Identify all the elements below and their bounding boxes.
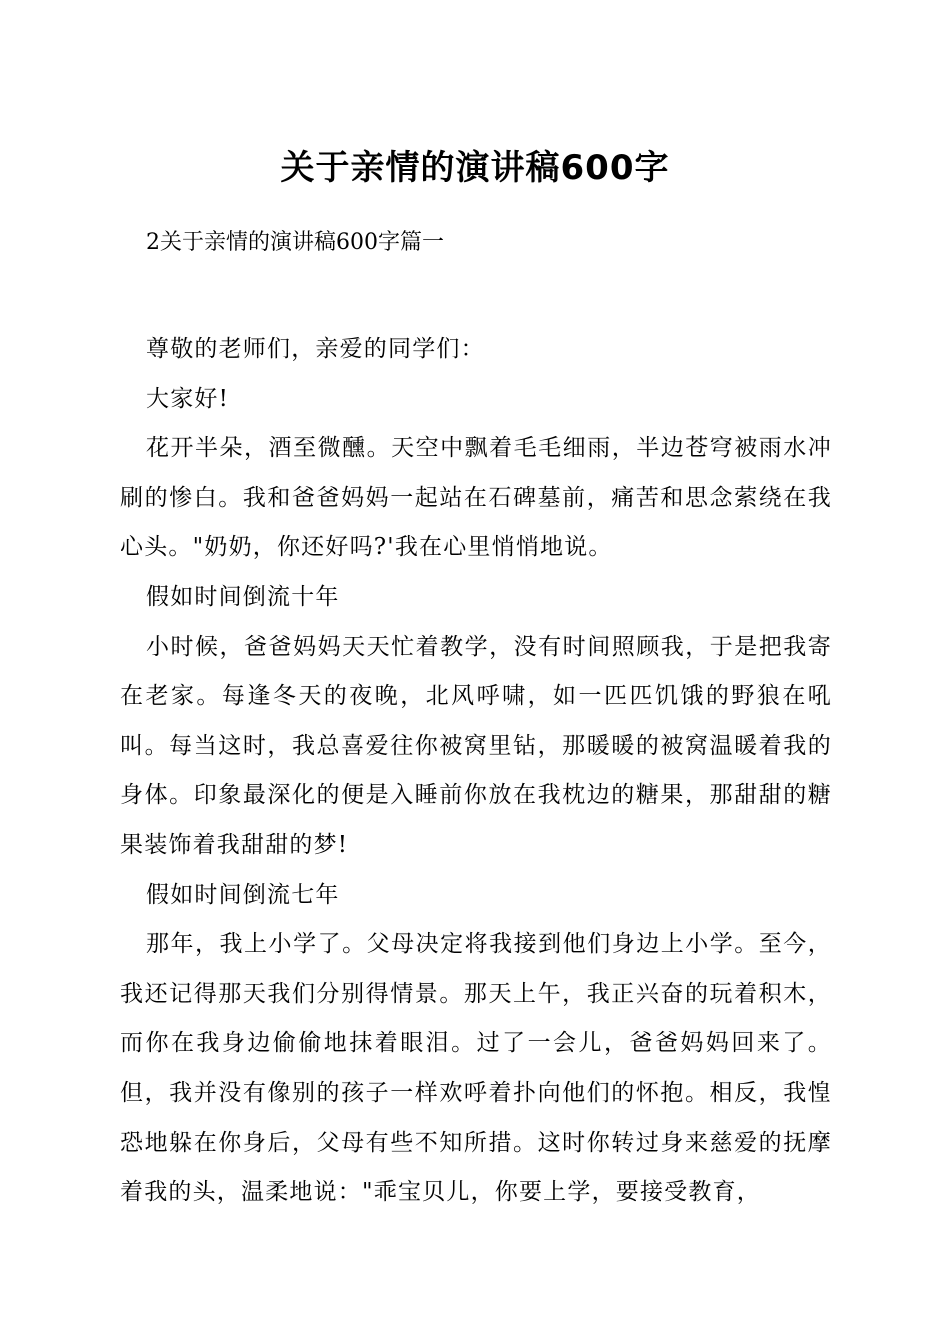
- paragraph-grave-scene: 花开半朵，酒至微醺。天空中飘着毛毛细雨，半边苍穹被雨水冲刷的惨白。我和爸爸妈妈一起站在石碑墓前，痛苦和思念萦绕在我心头。"奶奶，你还好吗?'我在心里悄悄地说。: [120, 435, 832, 561]
- paragraph-childhood: 小时候，爸爸妈妈天天忙着教学，没有时间照顾我，于是把我寄在老家。每逢冬天的夜晚，北风呼啸，如一匹匹饥饿的野狼在吼叫。每当这时，我总喜爱往你被窝里钻，那暖暖的被窝温暖着我的身体。印象最深化的便是入睡前你放在我枕边的糖果，那甜甜的糖果装饰着我甜甜的梦!: [120, 633, 832, 858]
- paragraph-greeting-audience: 尊敬的老师们，亲爱的同学们：: [146, 336, 485, 362]
- paragraph-greeting: 大家好!: [146, 385, 230, 412]
- document-title: 关于亲情的演讲稿600字: [280, 148, 670, 188]
- paragraph-school-farewell: 那年，我上小学了。父母决定将我接到他们身边上小学。至今，我还记得那天我们分别得情景。那天上午，我正兴奋的玩着积木，而你在我身边偷偷地抹着眼泪。过了一会儿，爸爸妈妈回来了。但，我并没有像别的孩子一样欢呼着扑向他们的怀抱。相反，我惶恐地躲在你身后，父母有些不知所措。这时你转过身来慈爱的抚摩着我的头，温柔地说："乖宝贝儿，你要上学，要接受教育，: [120, 931, 832, 1206]
- document-body: [120, 325, 832, 1218]
- paragraph-heading-seven-years: 假如时间倒流七年: [146, 881, 340, 908]
- document-subtitle: 2关于亲情的演讲稿600字篇一: [146, 230, 444, 255]
- paragraph-heading-ten-years: 假如时间倒流十年: [146, 583, 340, 610]
